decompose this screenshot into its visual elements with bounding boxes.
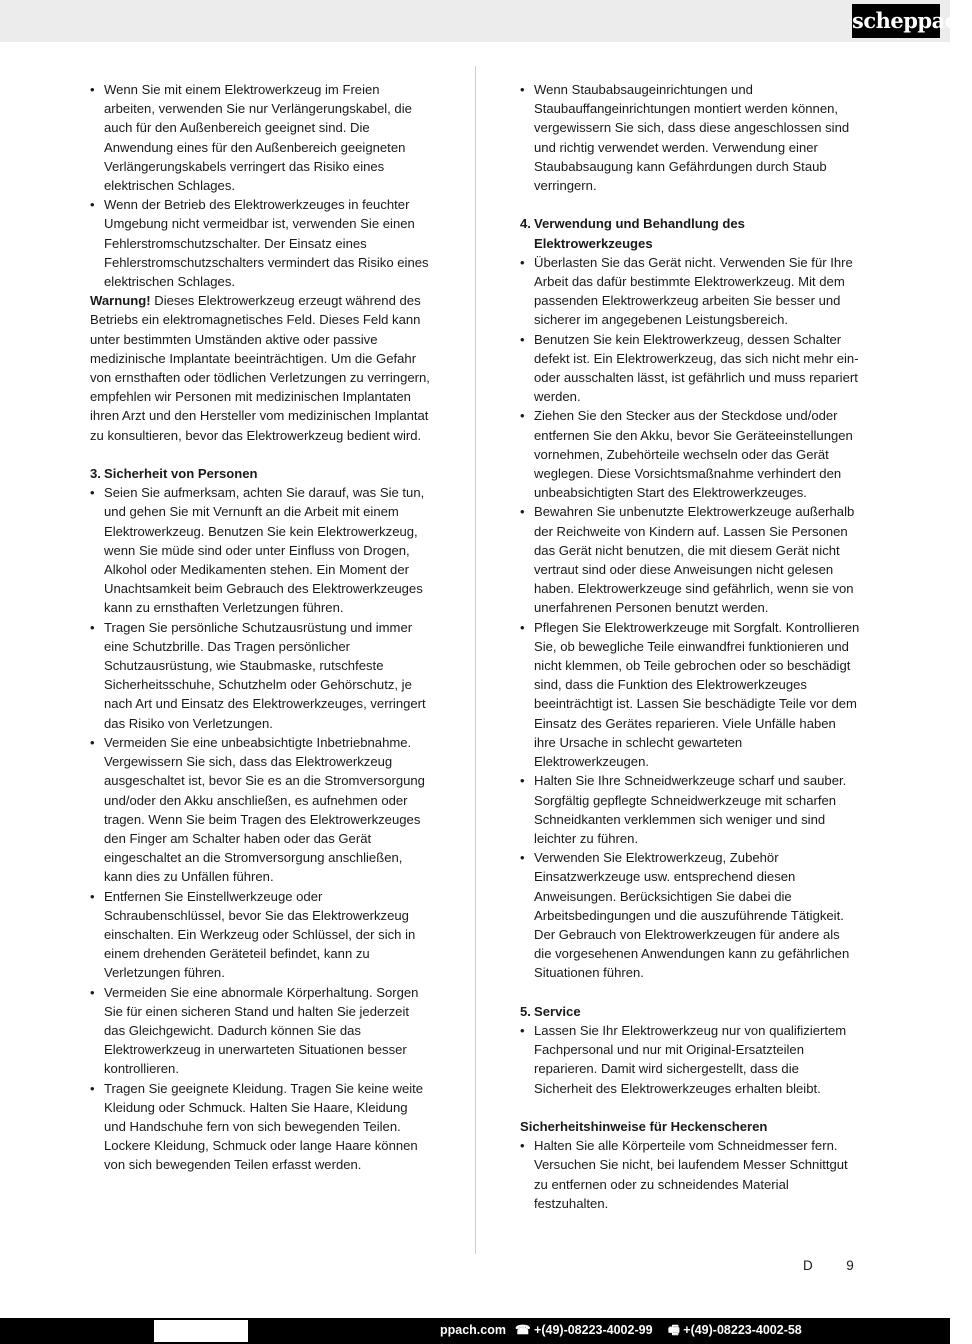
bullet-list [520,80,860,195]
spacer [520,195,860,214]
footer-website[interactable]: ppach.com [440,1323,506,1337]
bullet-item: • Tragen Sie geeignete Kleidung. Tragen Sie keine weite Kleidung oder Schmuck. Halten Sie Haare, Kleidung und Handschuhe fern von sich bewegenden Teilen. Lockere Kleidung, Schmuck oder lange Haare können von sich bewegenden Teilen erfasst werden. [90,1079,430,1175]
bullet-item: • Wenn Sie mit einem Elektrowerkzeug im Freien arbeiten, verwenden Sie nur Verlängerungskabel, die auch für den Außenbereich geeignet sind. Die Anwendung eines für den Außenbereich geeigneten Verlängerungskabels verringert das Risiko eines elektrischen Schlages. [90,80,430,195]
bullet-item: • Ziehen Sie den Stecker aus der Steckdose und/oder entfernen Sie den Akku, bevor Sie Geräteeinstellungen vornehmen, Zubehörteile wechseln oder das Gerät weglegen. Diese Vorsichtsmaßnahme verhindert den unbeabsichtigten Start des Elektrowerkzeuges. [520,406,860,502]
section-heading [520,214,860,252]
bullet-item: • Pflegen Sie Elektrowerkzeuge mit Sorgfalt. Kontrollieren Sie, ob bewegliche Teile einwandfrei funktionieren und nicht klemmen, ob Teile gebrochen oder so beschädigt sind, dass die Funktion des Elektrowerkzeuges beeinträchtigt ist. Lassen Sie beschädigte Teile vor dem Einsatz des Gerätes reparieren. Viele Unfälle haben ihre Ursache in schlecht gewarteten Elektrowerkzeugen. [520,618,860,772]
bullet-list [520,1021,860,1098]
warning-text: Dieses Elektrowerkzeug erzeugt während des Betriebs ein elektromagnetisches Feld. Dieses Feld kann unter bestimmten Umständen aktive oder passive medizinische Implantate beeinträchtigen. Um die Gefahr von ernsthaften oder tödlichen Verletzungen zu verringern, empfehlen wir Personen mit medizinischen Implantaten ihren Arzt und den Hersteller vom medizinischen Implantat zu konsultieren, bevor das Elektrowerkzeug bedient wird. [90,293,430,443]
column-divider [475,66,476,1254]
warning-paragraph [90,291,430,445]
left-column [90,80,430,1175]
bullet-item: • Wenn Staubabsaugeinrichtungen und Staubauffangeinrichtungen montiert werden können, vergewissern Sie sich, dass diese angeschlossen sind und richtig verwendet werden. Verwendung einer Staubabsaugung kann Gefährdungen durch Staub verringern. [520,80,860,195]
bullet-item: • Vermeiden Sie eine abnormale Körperhaltung. Sorgen Sie für einen sicheren Stand und halten Sie jederzeit das Gleichgewicht. Dadurch können Sie das Elektrowerkzeug in unerwarteten Situationen besser kontrollieren. [90,983,430,1079]
warning-label: Warnung! [90,293,151,309]
page-number [803,1258,854,1273]
section-heading [520,1002,860,1021]
brand-logo: scheppach [852,4,940,38]
bullet-item: • Lassen Sie Ihr Elektrowerkzeug nur von qualifiziertem Fachpersonal und nur mit Original-Ersatzteilen reparieren. Damit wird sichergestellt, dass die Sicherheit des Elektrowerkzeuges erhalten bleibt. [520,1021,860,1098]
section-title: Sicherheit von Personen [104,466,258,482]
bullet-item: • Verwenden Sie Elektrowerkzeug, Zubehör Einsatzwerkzeuge usw. entsprechend diesen Anweisungen. Berücksichtigen Sie dabei die Arbeitsbedingungen und die auszuführende Tätigkeit. Der Gebrauch von Elektrowerkzeugen für andere als die vorgesehenen Anwendungen kann zu gefährlichen Situationen führen. [520,848,860,982]
bullet-list [520,253,860,983]
spacer [520,983,860,1002]
bullet-item: • Überlasten Sie das Gerät nicht. Verwenden Sie für Ihre Arbeit das dafür bestimmte Elektrowerkzeug. Mit dem passenden Elektrowerkzeug arbeiten Sie besser und sicherer im angegebenen Leistungsbereich. [520,253,860,330]
bullet-list [90,80,430,291]
spacer [90,445,430,464]
page-number-value: 9 [846,1258,854,1273]
subheading: Sicherheitshinweise für Heckenscheren [520,1118,768,1134]
header-bar [0,0,972,42]
spacer [520,1098,860,1117]
footer-logo-area [154,1320,248,1342]
bullet-item: • Benutzen Sie kein Elektrowerkzeug, dessen Schalter defekt ist. Ein Elektrowerkzeug, das sich nicht mehr ein- oder ausschalten lässt, ist gefährlich und muss repariert werden. [520,330,860,407]
footer-phone: ☎ +(49)-08223-4002-99 [515,1323,653,1337]
section-title: Service [534,1003,581,1019]
bullet-item: • Halten Sie alle Körperteile vom Schneidmesser fern. Versuchen Sie nicht, bei laufendem Messer Schnittgut zu entfernen oder zu schneidendes Material festzuhalten. [520,1136,860,1213]
bullet-item: • Tragen Sie persönliche Schutzausrüstung und immer eine Schutzbrille. Das Tragen persönlicher Schutzausrüstung, wie Staubmaske, rutschfeste Sicherheitsschuhe, Schutzhelm oder Gehörschutz, je nach Art und Einsatz des Elektrowerkzeuges, verringert das Risiko von Verletzungen. [90,618,430,733]
bullet-item: • Seien Sie aufmerksam, achten Sie darauf, was Sie tun, und gehen Sie mit Vernunft an die Arbeit mit einem Elektrowerkzeug. Benutzen Sie kein Elektrowerkzeug, wenn Sie müde sind oder unter Einfluss von Drogen, Alkohol oder Medikamenten stehen. Ein Moment der Unachtsamkeit beim Gebrauch des Elektrowerkzeuges kann zu ernsthaften Verletzungen führen. [90,483,430,617]
bullet-list [90,483,430,1174]
bullet-item: • Halten Sie Ihre Schneidwerkzeuge scharf und sauber. Sorgfältig gepflegte Schneidwerkzeuge mit scharfen Schneidkanten verklemmen sich weniger und sind leichter zu führen. [520,771,860,848]
language-code: D [803,1258,813,1273]
bullet-item: • Entfernen Sie Einstellwerkzeuge oder Schraubenschlüssel, bevor Sie das Elektrowerkzeug einschalten. Ein Werkzeug oder Schlüssel, der sich in einem drehenden Geräteteil befindet, kann zu Verletzungen führen. [90,887,430,983]
section-number: 3. [90,466,101,482]
footer-fax: 🖷 +(49)-08223-4002-58 [668,1323,802,1337]
section-number: 5. [520,1003,531,1019]
bullet-list [520,1136,860,1213]
section-title: Verwendung und Behandlung des Elektrowerkzeuges [534,216,745,251]
bullet-item: • Vermeiden Sie eine unbeabsichtigte Inbetriebnahme. Vergewissern Sie sich, dass das Elektrowerkzeug ausgeschaltet ist, bevor Sie es an die Stromversorgung und/oder den Akku anschließen, es aufnehmen oder tragen. Wenn Sie beim Tragen des Elektrowerkzeuges den Finger am Schalter haben oder das Gerät eingeschaltet an die Stromversorgung anschließen, kann dies zu Unfällen führen. [90,733,430,887]
bullet-item: • Wenn der Betrieb des Elektrowerkzeuges in feuchter Umgebung nicht vermeidbar ist, verwenden Sie einen Fehlerstromschutzschalter. Der Einsatz eines Fehlerstromschutzschalters vermindert das Risiko eines elektrischen Schlages. [90,195,430,291]
bullet-item: • Bewahren Sie unbenutzte Elektrowerkzeuge außerhalb der Reichweite von Kindern auf. Lassen Sie Personen das Gerät nicht benutzen, die mit diesem Gerät nicht vertraut sind oder diese Anweisungen nicht gelesen haben. Elektrowerkzeuge sind gefährlich, wenn sie von unerfahrenen Personen benutzt werden. [520,502,860,617]
section-number: 4. [520,216,531,232]
section-heading [90,464,430,483]
footer-bar [0,1318,950,1344]
right-column [520,80,860,1213]
